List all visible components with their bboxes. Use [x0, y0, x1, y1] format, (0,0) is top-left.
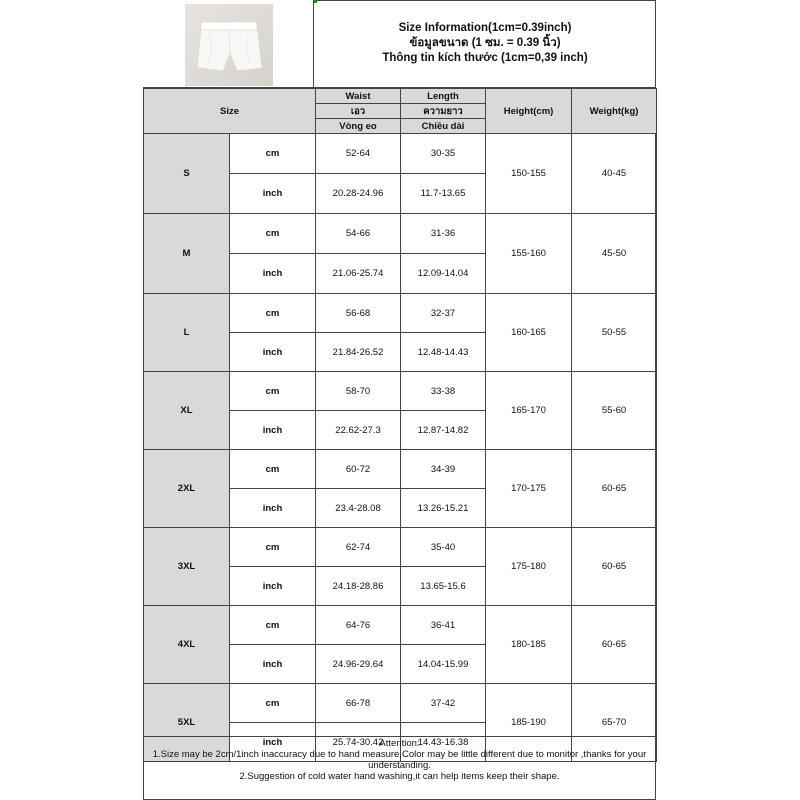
unit-inch: inch	[230, 567, 316, 606]
height-value: 185-190	[486, 684, 572, 762]
height-value: 155-160	[486, 214, 572, 294]
waist-inch: 22.62-27.3	[316, 411, 401, 450]
waist-header-en: Waist	[316, 89, 401, 104]
length-header-th: ความยาว	[401, 104, 486, 119]
attention-note-2: 2.Suggestion of cold water hand washing,it can help items keep their shape.	[239, 771, 560, 782]
waist-inch: 20.28-24.96	[316, 174, 401, 214]
product-photo-cell	[143, 0, 314, 87]
table-row	[144, 606, 657, 645]
attention-note-1: 1.Size may be 2cm/1inch inaccuracy due to hand measure,Color may be little different due to monitor ,thanks for your understanding.	[152, 749, 647, 771]
height-value: 165-170	[486, 372, 572, 450]
length-inch: 12.48-14.43	[401, 333, 486, 372]
unit-cm: cm	[230, 294, 316, 333]
table-row	[144, 294, 657, 333]
size-table	[143, 88, 657, 762]
table-row	[144, 528, 657, 567]
length-cm: 37-42	[401, 684, 486, 723]
attention-notes	[143, 736, 656, 800]
length-cm: 32-37	[401, 294, 486, 333]
waist-header-th: เอว	[316, 104, 401, 119]
height-value: 170-175	[486, 450, 572, 528]
length-inch: 11.7-13.65	[401, 174, 486, 214]
weight-column-header: Weight(kg)	[572, 89, 657, 134]
length-cm: 34-39	[401, 450, 486, 489]
height-column-header: Height(cm)	[486, 89, 572, 134]
waist-cm: 52-64	[316, 134, 401, 174]
length-header-en: Length	[401, 89, 486, 104]
size-label: 3XL	[144, 528, 230, 606]
weight-value: 40-45	[572, 134, 657, 214]
height-value: 175-180	[486, 528, 572, 606]
unit-cm: cm	[230, 528, 316, 567]
unit-cm: cm	[230, 134, 316, 174]
attention-title: Attention:	[379, 738, 420, 749]
weight-value: 60-65	[572, 606, 657, 684]
waist-cm: 64-76	[316, 606, 401, 645]
height-value: 150-155	[486, 134, 572, 214]
waist-inch: 25.74-30.42	[316, 723, 401, 762]
unit-cm: cm	[230, 372, 316, 411]
column-header-row	[144, 89, 657, 104]
waist-cm: 60-72	[316, 450, 401, 489]
weight-value: 60-65	[572, 450, 657, 528]
weight-value: 65-70	[572, 684, 657, 762]
height-value: 180-185	[486, 606, 572, 684]
unit-inch: inch	[230, 254, 316, 294]
waist-cm: 54-66	[316, 214, 401, 254]
unit-cm: cm	[230, 214, 316, 254]
waist-cm: 66-78	[316, 684, 401, 723]
length-cm: 31-36	[401, 214, 486, 254]
length-inch: 14.43-16.38	[401, 723, 486, 762]
height-value: 160-165	[486, 294, 572, 372]
length-inch: 12.09-14.04	[401, 254, 486, 294]
header-row	[143, 0, 656, 88]
waist-cm: 62-74	[316, 528, 401, 567]
info-vietnamese: Thông tin kích thước (1cm=0,39 inch)	[382, 52, 588, 64]
size-label: 4XL	[144, 606, 230, 684]
unit-inch: inch	[230, 411, 316, 450]
info-english: Size Information(1cm=0.39inch)	[398, 22, 572, 34]
length-cm: 30-35	[401, 134, 486, 174]
size-label: S	[144, 134, 230, 214]
product-photo	[185, 4, 273, 86]
size-information	[314, 0, 656, 87]
length-cm: 36-41	[401, 606, 486, 645]
table-row	[144, 684, 657, 723]
waist-inch: 21.84-26.52	[316, 333, 401, 372]
size-label: L	[144, 294, 230, 372]
unit-cm: cm	[230, 684, 316, 723]
length-inch: 13.26-15.21	[401, 489, 486, 528]
length-cm: 35-40	[401, 528, 486, 567]
length-inch: 12.87-14.82	[401, 411, 486, 450]
unit-inch: inch	[230, 723, 316, 762]
size-label: 2XL	[144, 450, 230, 528]
table-row	[144, 134, 657, 174]
length-header-vi: Chiều dài	[401, 119, 486, 134]
waist-inch: 24.18-28.86	[316, 567, 401, 606]
unit-cm: cm	[230, 606, 316, 645]
table-row	[144, 372, 657, 411]
unit-inch: inch	[230, 489, 316, 528]
waist-cm: 56-68	[316, 294, 401, 333]
unit-inch: inch	[230, 174, 316, 214]
waist-inch: 21.06-25.74	[316, 254, 401, 294]
waist-header-vi: Vòng eo	[316, 119, 401, 134]
weight-value: 60-65	[572, 528, 657, 606]
length-inch: 13.65-15.6	[401, 567, 486, 606]
weight-value: 50-55	[572, 294, 657, 372]
waist-inch: 24.96-29.64	[316, 645, 401, 684]
weight-value: 45-50	[572, 214, 657, 294]
table-row	[144, 214, 657, 254]
weight-value: 55-60	[572, 372, 657, 450]
size-label: M	[144, 214, 230, 294]
unit-inch: inch	[230, 333, 316, 372]
length-cm: 33-38	[401, 372, 486, 411]
size-label: 5XL	[144, 684, 230, 762]
length-inch: 14.04-15.99	[401, 645, 486, 684]
waist-inch: 23.4-28.08	[316, 489, 401, 528]
waist-cm: 58-70	[316, 372, 401, 411]
unit-inch: inch	[230, 645, 316, 684]
size-label: XL	[144, 372, 230, 450]
info-thai: ข้อมูลขนาด (1 ซม. = 0.39 นิ้ว)	[409, 37, 561, 49]
unit-cm: cm	[230, 450, 316, 489]
size-column-header: Size	[144, 89, 316, 134]
table-row	[144, 450, 657, 489]
